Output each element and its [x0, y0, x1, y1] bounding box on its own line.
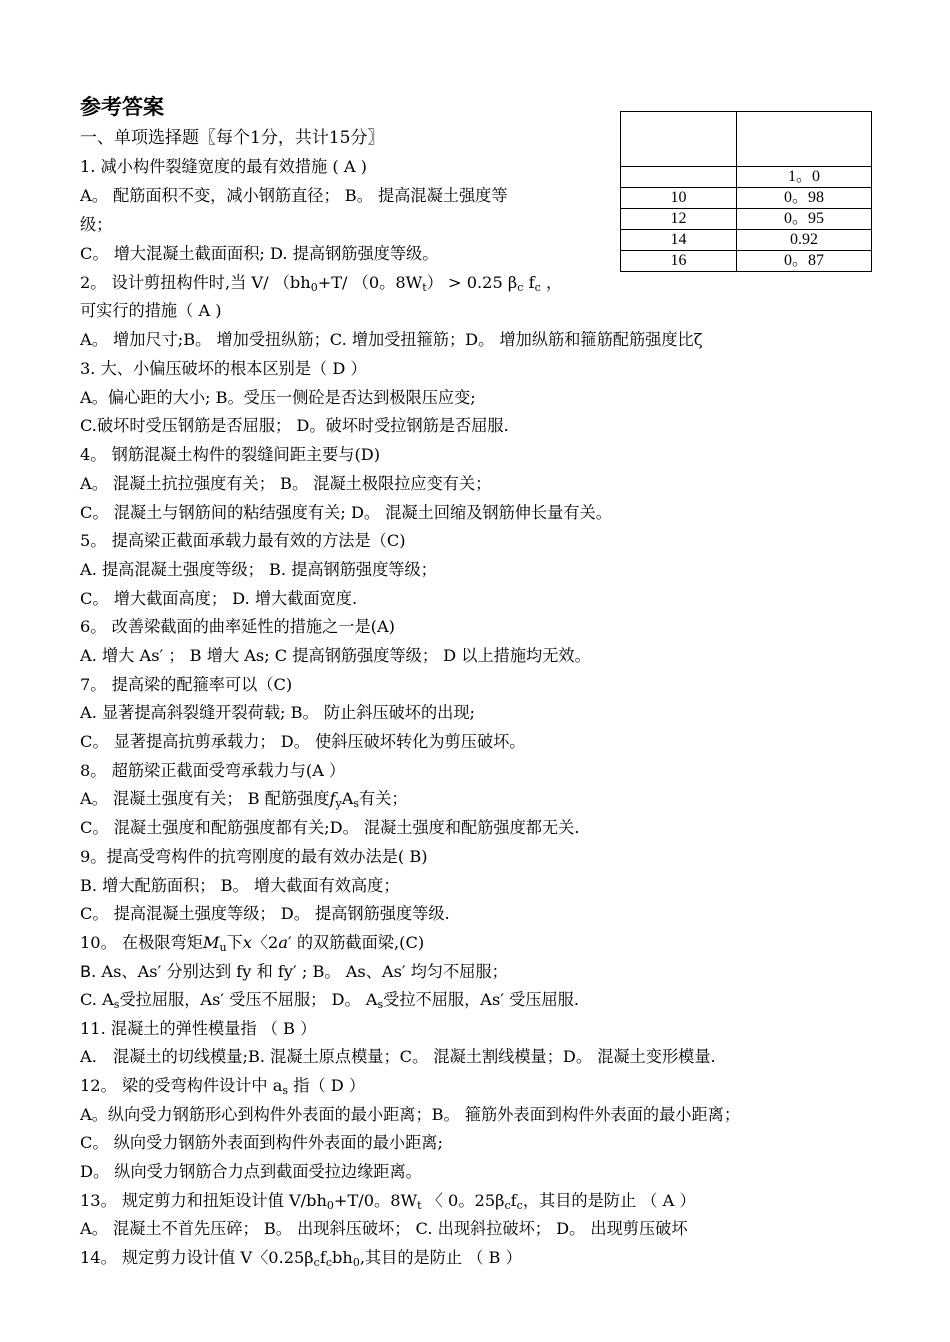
answer-line: A。 配筋面积不变，减小钢筋直径； B。 提高混凝土强度等: [80, 186, 508, 205]
text-run: C. A: [80, 990, 114, 1009]
subscript: c: [517, 281, 524, 294]
answer-line: [80, 960, 508, 984]
subscript: c: [534, 281, 541, 294]
table-cell: 0。95: [737, 209, 872, 230]
table-cell: 1。0: [737, 167, 872, 188]
table-cell: 14: [621, 230, 737, 251]
symbol: f: [329, 789, 336, 808]
text-run: 受拉不屈服，As′ 受压屈服.: [383, 990, 579, 1009]
text-run: f: [528, 273, 535, 292]
question-5: 5。 提高梁正截面承载力最有效的方法是（C): [80, 531, 406, 550]
subscript: 0: [352, 1256, 360, 1269]
text-run: ′ 的双筋截面梁,(C): [288, 933, 425, 952]
symbol: M: [202, 933, 220, 952]
text-run: f: [510, 1191, 517, 1210]
subscript: u: [219, 941, 227, 954]
subscript: c: [325, 1256, 333, 1269]
text-run: f: [319, 1248, 326, 1267]
question-1: 1. 减小构件裂缝宽度的最有效措施 ( A ): [80, 157, 367, 176]
question-4: 4。 钢筋混凝土构件的裂缝间距主要与(D): [80, 445, 381, 464]
text-run: As、As′ 分别达到 fy 和 fy′ ; B。 As、As′ 均匀不屈服；: [96, 962, 508, 981]
question-2: [80, 271, 562, 295]
table-cell: 16: [621, 251, 737, 272]
text-run: 有关；: [359, 789, 408, 808]
page-title: 参考答案: [80, 95, 164, 119]
question-13: [80, 1189, 696, 1213]
question-10: [80, 931, 424, 955]
answer-line: C.破坏时受压钢筋是否屈服； D。破坏时受拉钢筋是否屈服.: [80, 416, 509, 435]
subscript: t: [417, 1199, 422, 1212]
table-row: [621, 209, 872, 230]
answer-line: [80, 988, 579, 1012]
symbol: x: [242, 933, 252, 952]
question-14: [80, 1246, 522, 1270]
subscript: 0: [326, 1199, 334, 1212]
text-run: ，其目的是防止 （ A ）: [522, 1191, 696, 1210]
subscript: c: [504, 1199, 511, 1212]
question-8: 8。 超筋梁正截面受弯承载力与(A ）: [80, 761, 346, 780]
table-cell: 12: [621, 209, 737, 230]
text-run: ,其目的是防止 （ B ）: [359, 1248, 522, 1267]
answer-line: C。 混凝土与钢筋间的粘结强度有关; D。 混凝土回缩及钢筋伸长量有关。: [80, 503, 612, 522]
table-row: [621, 167, 872, 188]
answer-line: C。 显著提高抗剪承载力； D。 使斜压破坏转化为剪压破坏。: [80, 732, 526, 751]
subscript: s: [113, 998, 120, 1011]
table-row: [621, 251, 872, 272]
question-3: 3. 大、小偏压破坏的根本区别是（ D ）: [80, 359, 367, 378]
table-row: [621, 230, 872, 251]
text-run: bh: [332, 1248, 353, 1267]
answer-line: A。 混凝土不首先压碎； B。 出现斜压破坏； C. 出现斜拉破坏； D。 出现剪压破坏: [80, 1219, 688, 1238]
answer-line: A. 提高混凝土强度等级； B. 提高钢筋强度等级；: [80, 560, 437, 579]
answer-line: C。 混凝土强度和配筋强度都有关;D。 混凝土强度和配筋强度都无关.: [80, 818, 580, 837]
answer-line: C。 增大混凝土截面面积; D. 提高钢筋强度等级。: [80, 244, 439, 263]
text-run: 〈2: [251, 933, 279, 952]
reference-table: [620, 111, 872, 272]
answer-line: A。 混凝土抗拉强度有关； B。 混凝土极限拉应变有关；: [80, 474, 492, 493]
subscript: c: [516, 1199, 523, 1212]
answer-line: A. 显著提高斜裂缝开裂荷载; B。 防止斜压破坏的出现;: [80, 703, 476, 722]
text-run: 12。 梁的受弯构件设计中 a: [80, 1076, 283, 1095]
table-cell: 0。98: [737, 188, 872, 209]
subscript: s: [353, 797, 360, 810]
text-run: 〈 0。25β: [421, 1191, 505, 1210]
table-cell: 0。87: [737, 251, 872, 272]
section-title: 一、单项选择题〖每个1分，共计15分〗: [80, 128, 385, 148]
answer-line: 级；: [80, 215, 113, 234]
symbol: A: [341, 789, 354, 808]
text-run: ） > 0.25 β: [426, 273, 518, 292]
subscript: 0: [310, 281, 318, 294]
text-run: 13。 规定剪力和扭矩设计值 V/bh: [80, 1191, 327, 1210]
answer-line: C。 增大截面高度； D. 增大截面宽度.: [80, 589, 358, 608]
table-cell: 10: [621, 188, 737, 209]
subscript: c: [313, 1256, 320, 1269]
text-run: 指（ D ）: [288, 1076, 366, 1095]
text-run: 下: [226, 933, 243, 952]
text-run: 14。 规定剪力设计值 V〈0.25β: [80, 1248, 314, 1267]
table-cell: 0.92: [737, 230, 872, 251]
table-cell: [737, 112, 872, 167]
answer-line: C。 纵向受力钢筋外表面到构件外表面的最小距离;: [80, 1133, 443, 1152]
answer-line: 可实行的措施（ A ): [80, 301, 222, 320]
answer-line: A. 增大 As′ ； B 增大 As; C 提高钢筋强度等级； D 以上措施均无效。: [80, 646, 591, 665]
text-run: 2。 设计剪扭构件时,当 V/ （bh: [80, 273, 311, 292]
answer-line: A。纵向受力钢筋形心到构件外表面的最小距离；B。 箍筋外表面到构件外表面的最小距离；: [80, 1105, 741, 1124]
text-run: ，: [545, 273, 563, 292]
subscript: t: [422, 281, 427, 294]
answer-line: A。 增加尺寸;B。 增加受扭纵筋；C. 增加受扭箍筋；D。 增加纵筋和箍筋配筋强度比ζ: [80, 330, 703, 349]
answer-line: B. 增大配筋面积； B。 增大截面有效高度；: [80, 876, 400, 895]
answer-line: D。 纵向受力钢筋合力点到截面受拉边缘距离。: [80, 1162, 422, 1181]
symbol: a: [278, 933, 289, 952]
table-cell: [621, 167, 737, 188]
question-11: 11. 混凝土的弹性模量指 （ B ）: [80, 1019, 317, 1038]
subscript: s: [377, 998, 384, 1011]
text-run: B.: [80, 962, 97, 981]
subscript: y: [335, 797, 342, 810]
subscript: s: [282, 1084, 289, 1097]
answer-line: [80, 787, 408, 811]
table-header-row: [621, 112, 872, 167]
text-run: 10。 在极限弯矩: [80, 933, 203, 952]
question-12: [80, 1074, 365, 1098]
text-run: +T/ （0。8W: [317, 273, 423, 292]
answer-line: C。 提高混凝土强度等级； D。 提高钢筋强度等级.: [80, 904, 450, 923]
text-run: +T/0。8W: [333, 1191, 418, 1210]
question-9: 9。提高受弯构件的抗弯刚度的最有效办法是( B): [80, 847, 428, 866]
question-7: 7。 提高梁的配箍率可以（C): [80, 675, 293, 694]
table-row: [621, 188, 872, 209]
answer-line: A。偏心距的大小; B。受压一侧砼是否达到极限压应变;: [80, 388, 476, 407]
answer-line: A． 混凝土的切线模量;B. 混凝土原点模量；C。 混凝土割线模量；D。 混凝土变形模量.: [80, 1047, 716, 1066]
text-run: A。 混凝土强度有关； B 配筋强度: [80, 789, 330, 808]
table-cell: [621, 112, 737, 167]
question-6: 6。 改善梁截面的曲率延性的措施之一是(A): [80, 617, 395, 636]
text-run: 受拉屈服，As′ 受压不屈服； D。 A: [119, 990, 378, 1009]
